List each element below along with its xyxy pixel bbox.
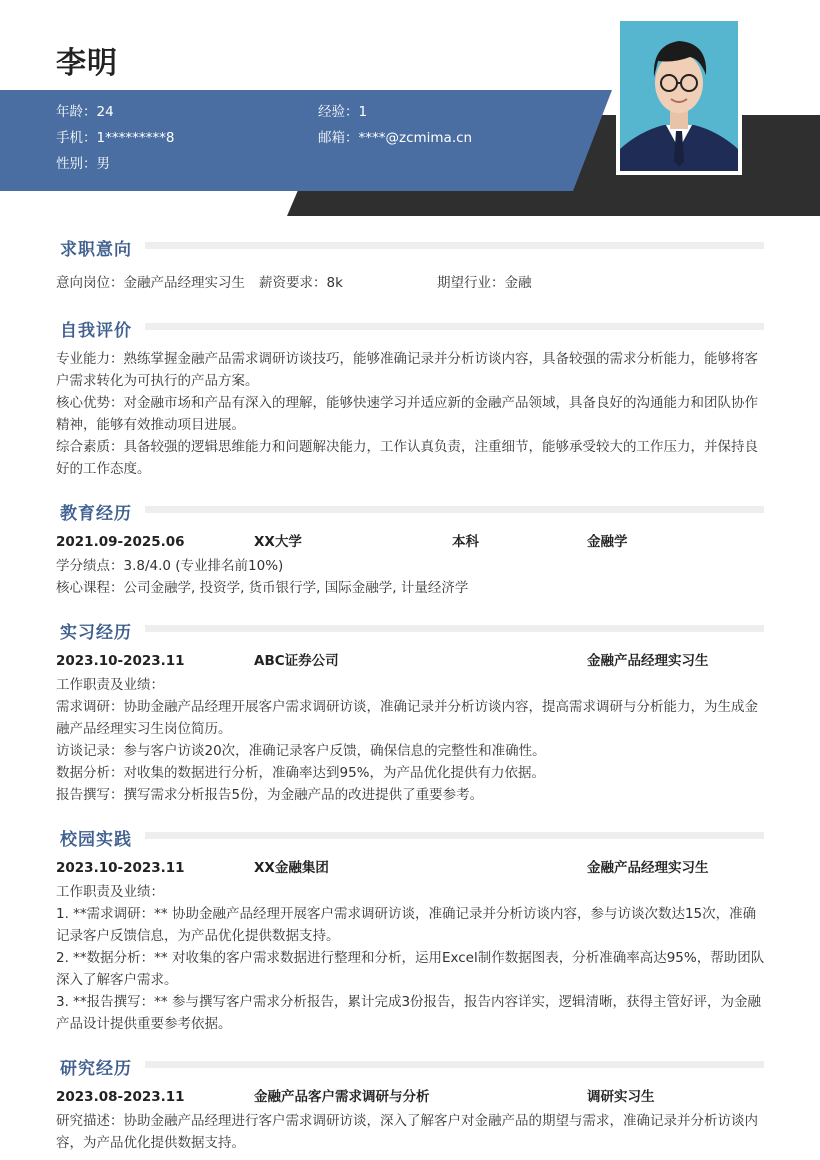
education-major: 金融学 [587,534,628,550]
research-period: 2023.08-2023.11 [56,1089,185,1105]
campus-line: 工作职责及业绩： [56,884,164,900]
section-title-education: 教育经历 [60,504,132,524]
section-divider [145,506,764,513]
internship-company: ABC证券公司 [254,653,339,669]
phone-info: 手机：1*********8 [56,130,175,146]
internship-line: 报告撰写：撰写需求分析报告5份，为金融产品的改进提供了重要参考。 [56,787,484,803]
section-title-objective: 求职意向 [60,240,132,260]
campus-period: 2023.10-2023.11 [56,860,185,876]
internship-line: 数据分析：对收集的数据进行分析，准确率达到95%，为产品优化提供有力依据。 [56,765,546,781]
self-eval-paragraph: 核心优势：对金融市场和产品有深入的理解，能够快速学习并适应新的金融产品领域，具备良好的沟通能力和团队协作精神，能够有效推动项目进展。 [56,395,758,433]
campus-line: 2. **数据分析：** 对收集的客户需求数据进行整理和分析，运用Excel制作数据图表，分析准确率高达95%，帮助团队深入了解客户需求。 [56,950,765,988]
internship-header-row [56,650,766,672]
internship-line: 访谈记录：参与客户访谈20次，准确记录客户反馈，确保信息的完整性和准确性。 [56,743,546,759]
education-header-row [56,531,766,553]
self-eval-paragraph: 综合素质：具备较强的逻辑思维能力和问题解决能力，工作认真负责，注重细节，能够承受较大的工作压力，并保持良好的工作态度。 [56,439,758,477]
campus-role: 金融产品经理实习生 [587,860,709,876]
experience-info: 经验：1 [318,104,368,120]
section-title-research: 研究经历 [60,1059,132,1079]
research-header-row [56,1086,766,1108]
section-divider [145,1061,764,1068]
research-role: 调研实习生 [587,1089,655,1105]
expected-industry: 期望行业：金融 [437,275,532,291]
education-period: 2021.09-2025.06 [56,534,185,550]
section-divider [145,323,764,330]
campus-header-row [56,857,766,879]
education-gpa: 学分绩点：3.8/4.0 (专业排名前10%) [56,558,284,574]
section-title-self-evaluation: 自我评价 [60,321,132,341]
age-info: 年龄：24 [56,104,114,120]
education-courses: 核心课程：公司金融学, 投资学, 货币银行学, 国际金融学, 计量经济学 [56,580,469,596]
self-eval-paragraph: 专业能力：熟练掌握金融产品需求调研访谈技巧，能够准确记录并分析访谈内容，具备较强的需求分析能力，能够将客户需求转化为可执行的产品方案。 [56,351,758,389]
candidate-name: 李明 [56,46,118,81]
campus-organization: XX金融集团 [254,860,329,876]
section-title-campus: 校园实践 [60,830,132,850]
gender-info: 性别：男 [56,156,110,172]
expected-salary: 薪资要求：8k [259,275,343,291]
education-degree: 本科 [452,534,479,550]
research-project: 金融产品客户需求调研与分析 [254,1089,430,1105]
internship-role: 金融产品经理实习生 [587,653,709,669]
portrait-photo [620,21,738,171]
intended-position: 意向岗位：金融产品经理实习生 [56,275,245,291]
research-description: 研究描述：协助金融产品经理进行客户需求调研访谈，深入了解客户对金融产品的期望与需求，准确记录并分析访谈内容，为产品优化提供数据支持。 [56,1113,758,1151]
section-divider [145,625,764,632]
avatar [616,17,742,175]
section-divider [145,832,764,839]
internship-line: 工作职责及业绩： [56,677,164,693]
education-school: XX大学 [254,534,302,550]
campus-line: 1. **需求调研：** 协助金融产品经理开展客户需求调研访谈，准确记录并分析访谈内容，参与访谈次数达15次，准确记录客户反馈信息，为产品优化提供数据支持。 [56,906,757,944]
email-info: 邮箱：****@zcmima.cn [318,130,473,146]
internship-period: 2023.10-2023.11 [56,653,185,669]
campus-line: 3. **报告撰写：** 参与撰写客户需求分析报告，累计完成3份报告，报告内容详实，逻辑清晰，获得主管好评，为金融产品设计提供重要参考依据。 [56,994,762,1032]
section-title-internship: 实习经历 [60,623,132,643]
internship-line: 需求调研：协助金融产品经理开展客户需求调研访谈，准确记录并分析访谈内容，提高需求调研与分析能力，为生成金融产品经理实习生岗位简历。 [56,699,758,737]
section-divider [145,242,764,249]
